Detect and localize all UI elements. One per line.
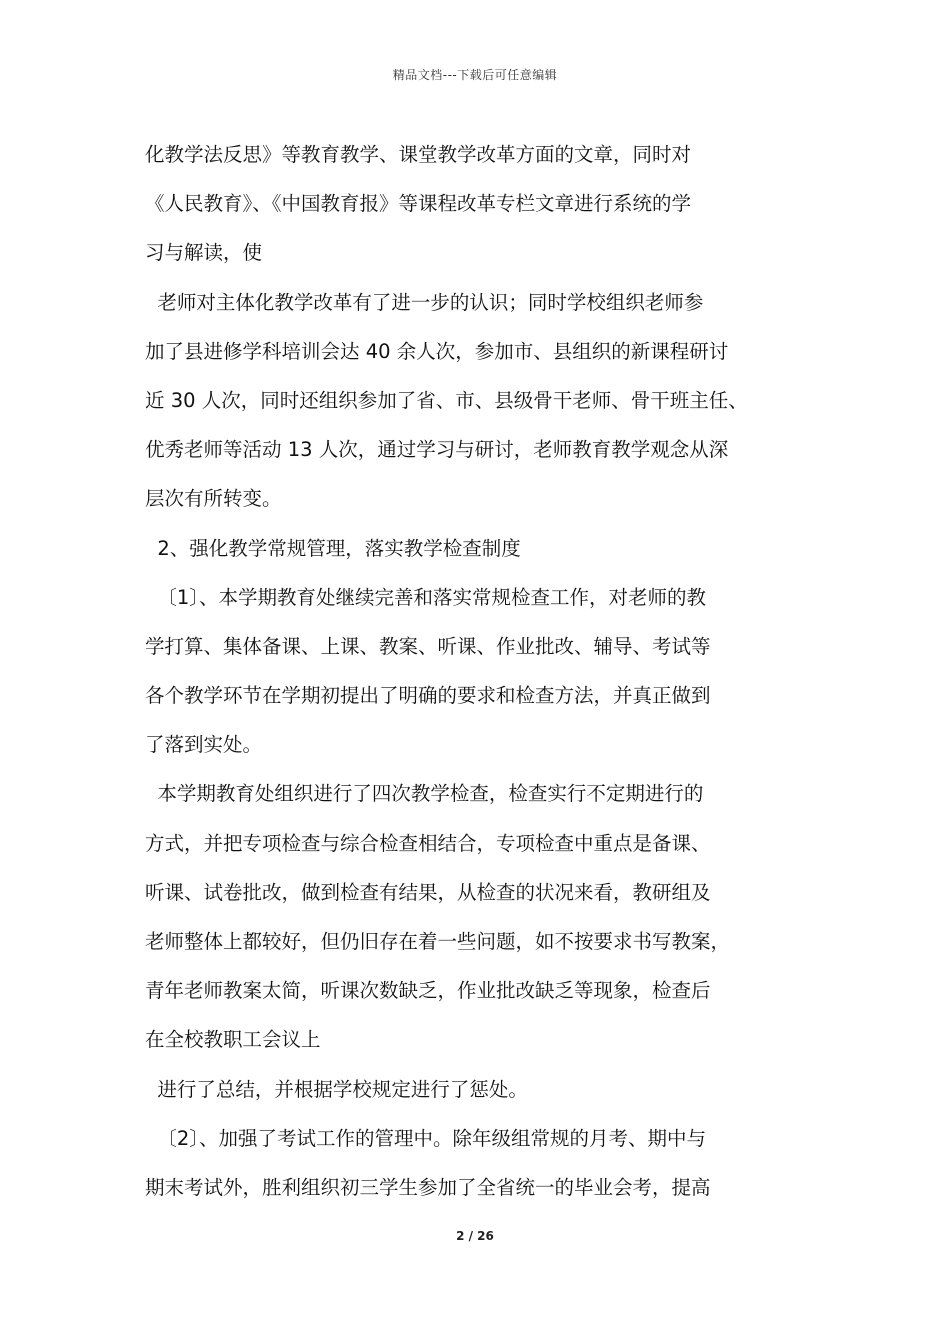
text-line: 本学期教育处组织进行了四次教学检查，检查实行不定期进行的 (145, 782, 704, 806)
text-line: 老师整体上都较好，但仍旧存在着一些问题，如不按要求书写教案， (145, 930, 731, 953)
text-line: 优秀老师等活动 13 人次，通过学习与研讨，老师教育教学观念从深 (145, 438, 729, 462)
text-line: 近 30 人次，同时还组织参加了省、市、县级骨干老师、骨干班主任、 (145, 388, 748, 412)
section-heading: 2、强化教学常规管理，落实教学检查制度 (145, 536, 521, 560)
text-line: 习与解读，使 (145, 241, 263, 265)
document-body (145, 130, 810, 1212)
text-line: 各个教学环节在学期初提出了明确的要求和检查方法，并真正做到 (145, 684, 711, 708)
text-line: 化教学法反思》等教育教学、课堂教学改革方面的文章，同时对 (145, 143, 692, 166)
text-line: 老师对主体化教学改革有了进一步的认识；同时学校组织老师参 (145, 290, 704, 314)
text-line: 〔1〕、本学期教育处继续完善和落实常规检查工作，对老师的教 (145, 585, 707, 609)
text-line: 了落到实处。 (145, 733, 263, 757)
text-line: 进行了总结，并根据学校规定进行了惩处。 (145, 1077, 528, 1101)
text-line: 青年老师教案太简，听课次数缺乏，作业批改缺乏等现象，检查后 (145, 979, 711, 1003)
page-number: 2 / 26 (456, 1229, 494, 1243)
text-line: 学打算、集体备课、上课、教案、听课、作业批改、辅导、考试等 (145, 634, 711, 658)
text-line: 听课、试卷批改，做到检查有结果，从检查的状况来看，教研组及 (145, 880, 711, 904)
text-line: 〔2〕、加强了考试工作的管理中。除年级组常规的月考、期中与 (145, 1126, 707, 1150)
text-line: 《人民教育》、《中国教育报》等课程改革专栏文章进行系统的学 (145, 192, 692, 216)
text-line: 在全校教职工会议上 (145, 1028, 321, 1052)
text-line: 层次有所转变。 (145, 487, 282, 511)
text-line: 方式，并把专项检查与综合检查相结合，专项检查中重点是备课、 (145, 831, 711, 855)
page-header: 精品文档---下载后可任意编辑 (392, 68, 558, 82)
text-line: 期末考试外，胜利组织初三学生参加了全省统一的毕业会考，提高 (145, 1175, 711, 1199)
text-line: 加了县进修学科培训会达 40 余人次，参加市、县组织的新课程研讨 (145, 339, 729, 363)
